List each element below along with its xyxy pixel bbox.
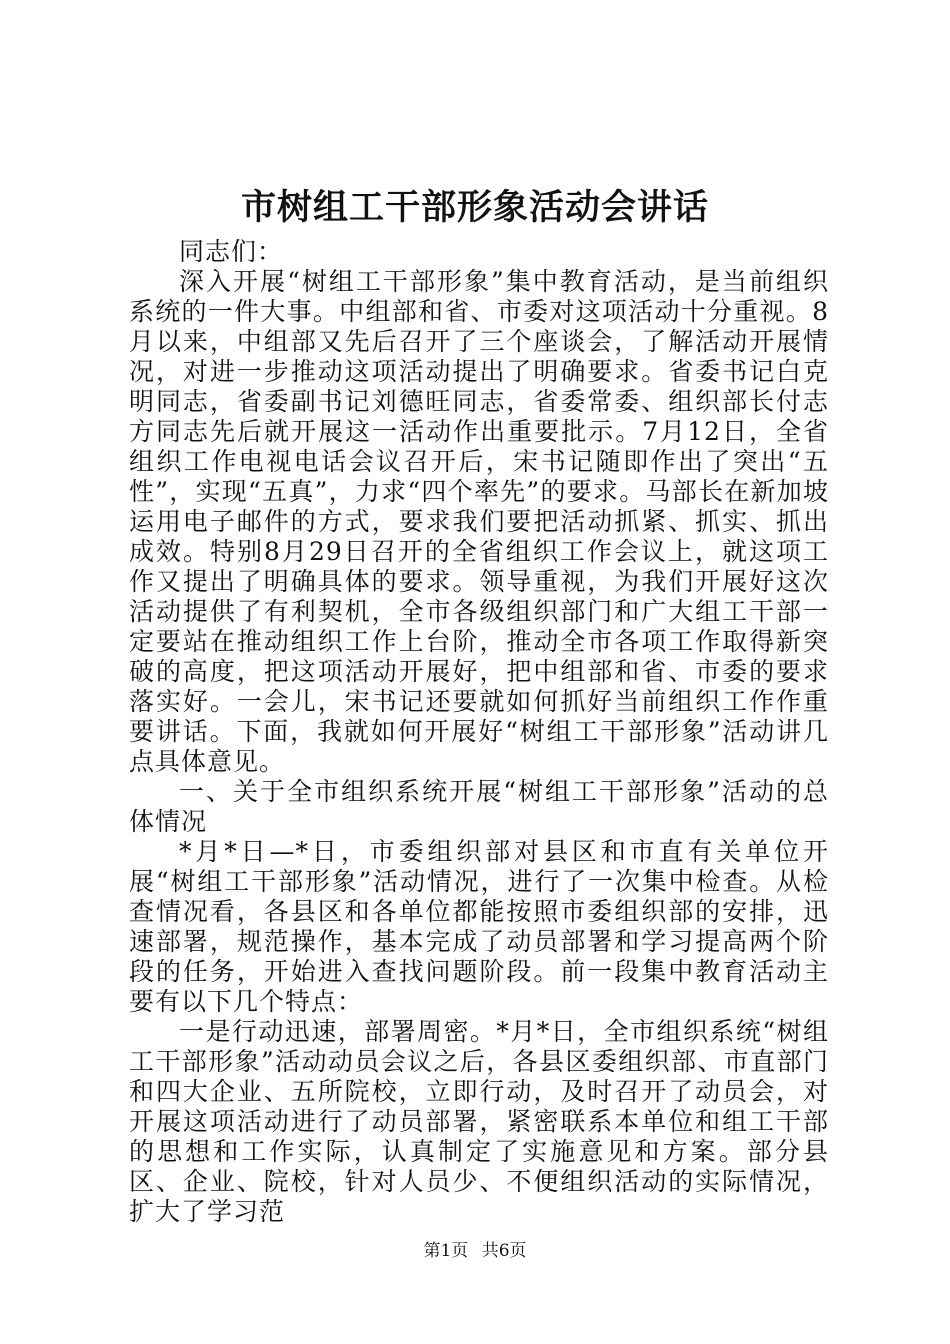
body-paragraph: 一是行动迅速，部署周密。*月*日，全市组织系统“树组工干部形象”活动动员会议之后，各县区委组织部、市直部门和四大企业、五所院校，立即行动，及时召开了动员会，对开展这项活动进行了动员部署，紧密联系本单位和组工干部的思想和工作实际，认真制定了实施意见和方案。部分县区、企业、院校，针对人员少、不便组织活动的实际情况，扩大了学习范 [129, 1017, 829, 1226]
body-paragraph: 深入开展“树组工干部形象”集中教育活动，是当前组织系统的一件大事。中组部和省、市委对这项活动十分重视。8月以来，中组部又先后召开了三个座谈会，了解活动开展情况，对进一步推动这项活动提出了明确要求。省委书记白克明同志，省委副书记刘德旺同志，省委常委、组织部长付志方同志先后就开展这一活动作出重要批示。7月12日，全省组织工作电视电话会议召开后，宋书记随即作出了突出“五性”，实现“五真”，力求“四个率先”的要求。马部长在新加坡运用电子邮件的方式，要求我们要把活动抓紧、抓实、抓出成效。特别8月29日召开的全省组织工作会议上，就这项工作又提出了明确具体的要求。领导重视，为我们开展好这次活动提供了有利契机，全市各级组织部门和广大组工干部一定要站在推动组织工作上台阶，推动全市各项工作取得新突破的高度，把这项活动开展好，把中组部和省、市委的要求落实好。一会儿，宋书记还要就如何抓好当前组织工作作重要讲话。下面，我就如何开展好“树组工干部形象”活动讲几点具体意见。 [129, 267, 829, 776]
page-number: 第1页 [423, 1241, 469, 1261]
page-total: 共6页 [481, 1241, 527, 1261]
body-paragraph: *月*日—*日，市委组织部对县区和市直有关单位开展“树组工干部形象”活动情况，进行了一次集中检查。从检查情况看，各县区和各单位都能按照市委组织部的安排，迅速部署，规范操作，基本完成了动员部署和学习提高两个阶段的任务，开始进入查找问题阶段。前一段集中教育活动主要有以下几个特点： [129, 837, 829, 1016]
section-heading: 一、关于全市组织系统开展“树组工干部形象”活动的总体情况 [129, 777, 829, 836]
document-title: 市树组工干部形象活动会讲话 [240, 187, 709, 228]
salutation-paragraph: 同志们： [179, 237, 284, 266]
page-footer [0, 1240, 950, 1262]
document-body [129, 237, 829, 1227]
